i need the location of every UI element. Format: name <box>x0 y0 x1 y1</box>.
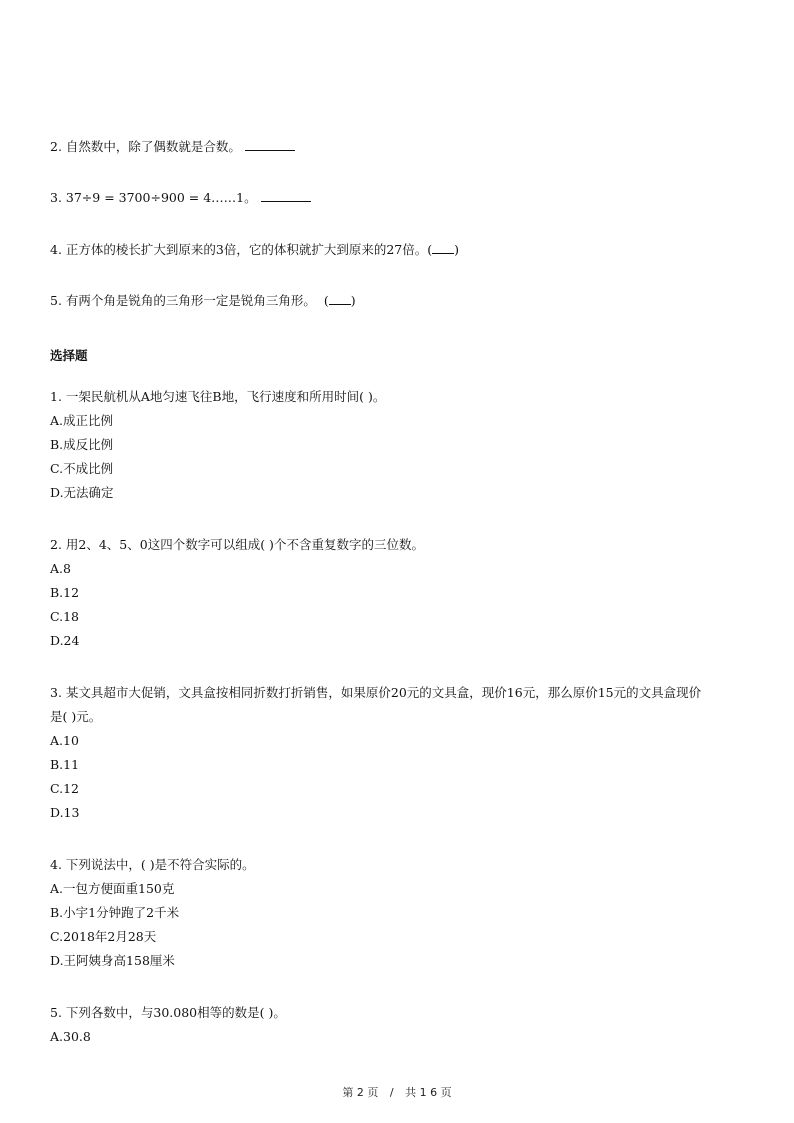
mc-option: B.11 <box>50 757 80 772</box>
mc-option: D.13 <box>50 805 80 820</box>
paren-close: ) <box>454 242 460 257</box>
page-total: 共 1 6 页 <box>405 1086 452 1099</box>
mc-option: B.12 <box>50 585 80 600</box>
mc-option: B.小宇1分钟跑了2千米 <box>50 905 180 920</box>
mc-option: A.30.8 <box>50 1029 91 1044</box>
tf-question-5 <box>50 292 356 309</box>
paren-close: ) <box>350 293 356 308</box>
page-separator: / <box>389 1086 394 1099</box>
section-title: 选择题 <box>50 348 88 363</box>
mc-question-stem: 3. 某文具超市大促销，文具盒按相同折数打折销售，如果原价20元的文具盒，现价16元，那么原价15元的文具盒现价 <box>50 685 702 700</box>
mc-option: C.2018年2月28天 <box>50 929 157 944</box>
mc-option: C.12 <box>50 781 79 796</box>
tf-question-text: 4. 正方体的棱长扩大到原来的3倍，它的体积就扩大到原来的27倍。 <box>50 242 428 257</box>
page-number: 第 2 页 <box>342 1086 379 1099</box>
mc-option: D.24 <box>50 633 80 648</box>
answer-blank <box>329 292 351 305</box>
mc-question-stem: 5. 下列各数中，与30.080相等的数是( )。 <box>50 1005 286 1020</box>
mc-option: C.不成比例 <box>50 461 114 476</box>
mc-question-stem: 2. 用2、4、5、0这四个数字可以组成( )个不含重复数字的三位数。 <box>50 537 424 552</box>
mc-question-stem-continued: 是( )元。 <box>50 709 102 724</box>
mc-option: A.一包方便面重150克 <box>50 881 175 896</box>
paren-open: ( <box>427 242 433 257</box>
mc-option: A.成正比例 <box>50 413 114 428</box>
mc-option: D.无法确定 <box>50 485 114 500</box>
answer-blank <box>245 138 295 151</box>
mc-option: D.王阿姨身高158厘米 <box>50 953 175 968</box>
paren-open: ( <box>323 293 329 308</box>
mc-question-stem: 4. 下列说法中，( )是不符合实际的。 <box>50 857 255 872</box>
answer-blank <box>432 241 454 254</box>
mc-option: A.8 <box>50 561 71 576</box>
mc-option: B.成反比例 <box>50 437 114 452</box>
mc-option: A.10 <box>50 733 79 748</box>
tf-question-2 <box>50 138 295 155</box>
tf-question-text: 3. 37÷9 = 3700÷900 = 4……1。 <box>50 190 257 205</box>
page-footer <box>0 1084 794 1100</box>
mc-question-stem: 1. 一架民航机从A地匀速飞往B地，飞行速度和所用时间( )。 <box>50 389 386 404</box>
answer-blank <box>261 189 311 202</box>
tf-question-text: 5. 有两个角是锐角的三角形一定是锐角三角形。 <box>50 293 316 308</box>
tf-question-3 <box>50 189 311 206</box>
mc-option: C.18 <box>50 609 79 624</box>
tf-question-text: 2. 自然数中，除了偶数就是合数。 <box>50 139 241 154</box>
tf-question-4 <box>50 241 459 258</box>
